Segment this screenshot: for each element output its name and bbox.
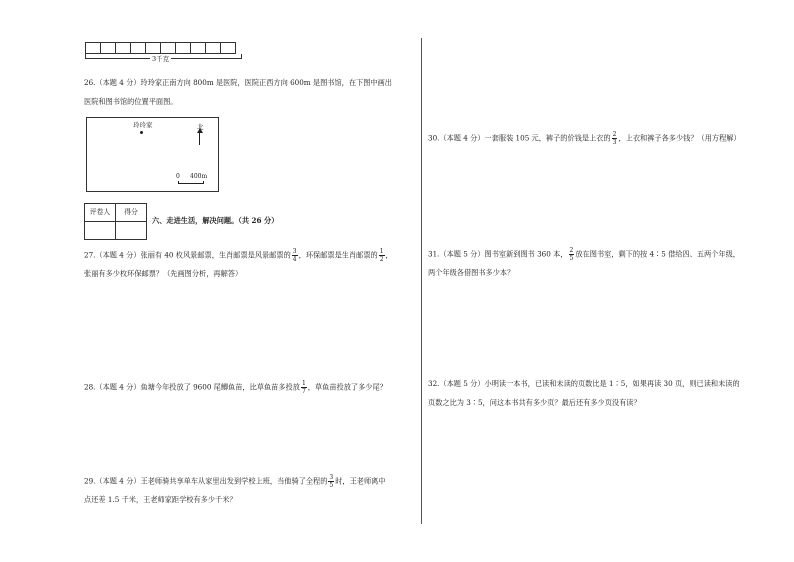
bar-cell: [116, 43, 131, 53]
question-28-text-b: ，草鱼苗投放了多少尾？: [307, 382, 387, 392]
question-27-text-c: ，: [385, 250, 393, 260]
question-30: [428, 131, 741, 156]
column-divider: [421, 38, 422, 524]
fraction-numerator: 2: [612, 131, 617, 138]
question-26: [84, 78, 392, 116]
fraction-denominator: 7: [301, 388, 306, 395]
question-29-text-b: 时，王老师离中: [335, 476, 386, 486]
fraction-numerator: 3: [292, 248, 297, 255]
bar-cell: [146, 43, 161, 53]
question-26-line1: 26.（本题 4 分）玲玲家正南方向 800m 是医院，医院正西方向 600m 是图书馆，在下图中画出: [84, 78, 392, 87]
question-27-text-b: ，环保邮票是生肖邮票的: [298, 250, 378, 260]
question-30-text-a: 30.（本题 4 分）一套服装 105 元，裤子的价钱是上衣的: [428, 133, 611, 143]
question-32-line1: 32.（本题 5 分）小明读一本书，已读和未读的页数比是 1∶5，如果再读 30 页，则已读和未读的: [428, 379, 740, 388]
question-31: [428, 247, 740, 287]
fraction-numerator: 1: [379, 248, 384, 255]
fraction: [569, 247, 575, 262]
question-27-text-a: 27.（本题 4 分）张丽有 40 枚风景邮票，生肖邮票是风景邮票的: [84, 250, 291, 260]
map-north-label: 北: [197, 123, 204, 131]
fraction-denominator: 3: [612, 139, 617, 146]
question-28: [84, 380, 387, 405]
fraction-numerator: 3: [329, 474, 334, 481]
reviewer-cell[interactable]: [85, 222, 116, 240]
question-32-line2: 页数之比为 3∶5，问这本书共有多少页？最后还有多少页没有读？: [428, 398, 641, 407]
question-28-text-a: 28.（本题 4 分）鱼塘今年投放了 9600 尾鲫鱼苗，比草鱼苗多投放: [84, 382, 300, 392]
bar-cell: [221, 43, 236, 53]
question-30-text-b: ，上衣和裤子各多少钱？（用方程解）: [618, 133, 741, 143]
fraction-numerator: 2: [569, 247, 574, 254]
home-point-icon: [140, 131, 143, 134]
scale-zero-label: 0: [176, 173, 180, 180]
fraction-numerator: 1: [301, 380, 306, 387]
score-header: 得分: [116, 204, 147, 222]
question-29-line1: [84, 474, 386, 489]
question-32: [428, 379, 740, 417]
reviewer-header: 评卷人: [85, 204, 116, 222]
bar-cell: [191, 43, 206, 53]
question-31-line2: 两个年级各借图书多少本？: [428, 268, 515, 277]
question-31-text-b: 放在图书室，剩下的按 4∶5 借给四、五两个年级，: [575, 249, 740, 259]
question-27-line1: [84, 248, 393, 263]
fraction-denominator: 5: [329, 482, 334, 489]
map-home-label: 玲玲家: [133, 121, 153, 129]
question-31-line1: [428, 247, 740, 262]
fraction: [292, 248, 298, 263]
question-31-text-a: 31.（本题 5 分）图书室新到图书 360 本，: [428, 249, 568, 259]
fraction: [301, 380, 307, 395]
question-29-text-a: 29.（本题 4 分）王老师骑共享单车从家里出发到学校上班，当他骑了全程的: [84, 476, 328, 486]
question-29: [84, 474, 386, 514]
north-arrow-shaft: [199, 131, 200, 145]
question-29-line2: 点还差 1.5 千米，王老师家距学校有多少千米？: [84, 495, 237, 504]
question-26-line2: 医院和图书馆的位置平面图。: [84, 97, 178, 106]
section-six-title: 六、走进生活，解决问题。（共 26 分）: [152, 216, 279, 225]
fraction-denominator: 4: [292, 256, 297, 263]
scale-value-label: 400m: [190, 173, 208, 180]
score-cell[interactable]: [116, 222, 147, 240]
bar-cell: [206, 43, 221, 53]
score-table: [84, 203, 147, 240]
question-30-line1: [428, 131, 741, 146]
question-27-line2: 张丽有多少枚环保邮票？（先画图分析，再解答）: [84, 269, 243, 278]
fraction: [612, 131, 618, 146]
fraction-denominator: 5: [569, 255, 574, 262]
bar-cell: [176, 43, 191, 53]
fraction-denominator: 2: [379, 256, 384, 263]
bar-cell: [131, 43, 146, 53]
question-27: [84, 248, 393, 288]
bar-cell: [86, 43, 101, 53]
question-28-line1: [84, 380, 387, 395]
bar-cell: [101, 43, 116, 53]
bar-brace-label: 3千克: [152, 55, 170, 63]
fraction: [379, 248, 385, 263]
scale-bar: [178, 181, 204, 184]
bar-cell: [161, 43, 176, 53]
fraction: [328, 474, 334, 489]
bar-strip-diagram: [85, 42, 236, 54]
